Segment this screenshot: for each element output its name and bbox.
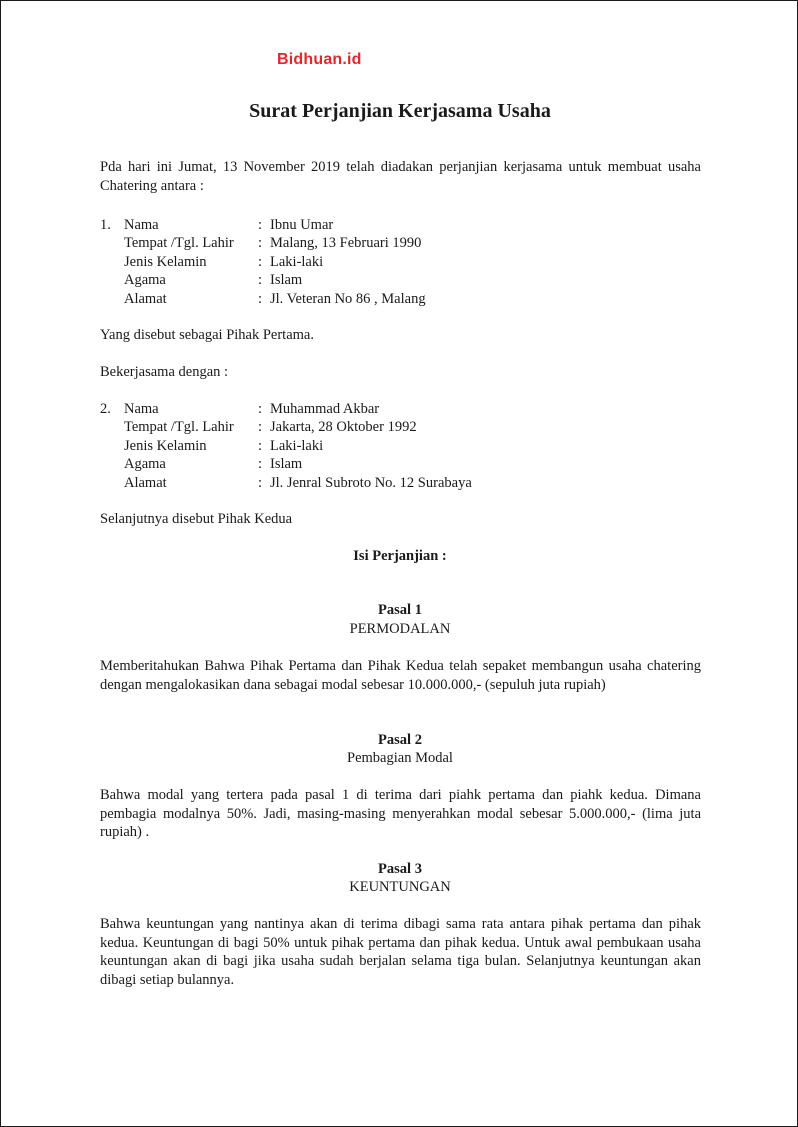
party-two-caption: Selanjutnya disebut Pihak Kedua [100,511,293,527]
field-label: Nama [124,217,159,233]
party-one-caption: Yang disebut sebagai Pihak Pertama. [100,327,314,343]
pasal-1-heading: Pasal 1 [378,602,422,618]
field-value: Laki-laki [270,253,324,270]
field-colon: : [258,253,263,270]
pasal-2-subtitle: Pembagian Modal [347,750,453,766]
field-colon: : [258,290,263,307]
document-title: Surat Perjanjian Kerjasama Usaha [249,100,551,122]
field-value: Malang, 13 Februari 1990 [270,235,422,252]
field-colon: : [258,437,263,454]
contents-heading: Isi Perjanjian : [353,548,447,564]
field-label: Tempat /Tgl. Lahir [124,419,234,436]
party-two-number: 2. [100,401,111,417]
field-value: Laki-laki [270,437,324,454]
field-label: Agama [124,272,166,289]
field-value: Islam [270,456,303,473]
field-colon: : [258,401,263,417]
pasal-3-body: Bahwa keuntungan yang nantinya akan di terima dibagi sama rata antara pihak pertama dan pihak kedua. Keuntungan di bagi 50% untuk pihak pertama dan pihak kedua. Untuk awal pembukaan usaha keuntungan akan di bagi jika usaha sudah berjalan selama tiga bulan. Selanjutnya keuntungan akan dibagi setiap bulannya. [100,916,701,988]
field-value: Jakarta, 28 Oktober 1992 [270,419,417,436]
field-value: Jl. Veteran No 86 , Malang [270,290,426,307]
field-label: Jenis Kelamin [124,253,207,270]
party-one-number: 1. [100,217,111,233]
field-label: Nama [124,401,159,417]
field-colon: : [258,235,263,252]
field-colon: : [258,456,263,473]
field-colon: : [258,474,263,491]
field-value: Jl. Jenral Subroto No. 12 Surabaya [270,474,472,491]
field-value: Muhammad Akbar [270,401,380,417]
pasal-1-subtitle: PERMODALAN [349,621,451,637]
pasal-3-heading: Pasal 3 [378,861,422,877]
pasal-2-heading: Pasal 2 [378,732,422,748]
pasal-1-body: Memberitahukan Bahwa Pihak Pertama dan Pihak Kedua telah sepaket membangun usaha chatering dengan mengalokasikan dana sebagai modal sebesar 10.000.000,- (sepuluh juta rupiah) [100,658,701,693]
field-value: Islam [270,272,303,289]
field-label: Agama [124,456,166,473]
pasal-3-subtitle: KEUNTUNGAN [349,879,451,895]
field-label: Alamat [124,290,167,307]
watermark-logo: Bidhuan.id [277,51,362,68]
field-colon: : [258,272,263,289]
field-label: Alamat [124,474,167,491]
field-label: Jenis Kelamin [124,437,207,454]
between-text: Bekerjasama dengan : [100,364,229,380]
field-value: Ibnu Umar [270,217,334,233]
pasal-2-body: Bahwa modal yang tertera pada pasal 1 di terima dari piahk pertama dan piahk kedua. Dimana pembagia modalnya 50%. Jadi, masing-masing menyerahkan modal sebesar 5.000.000,- (lima juta rupiah) . [100,787,701,840]
field-label: Tempat /Tgl. Lahir [124,235,234,252]
field-colon: : [258,217,263,233]
field-colon: : [258,419,263,436]
intro-paragraph: Pda hari ini Jumat, 13 November 2019 telah diadakan perjanjian kerjasama untuk membuat usaha Chatering antara : [100,159,701,194]
